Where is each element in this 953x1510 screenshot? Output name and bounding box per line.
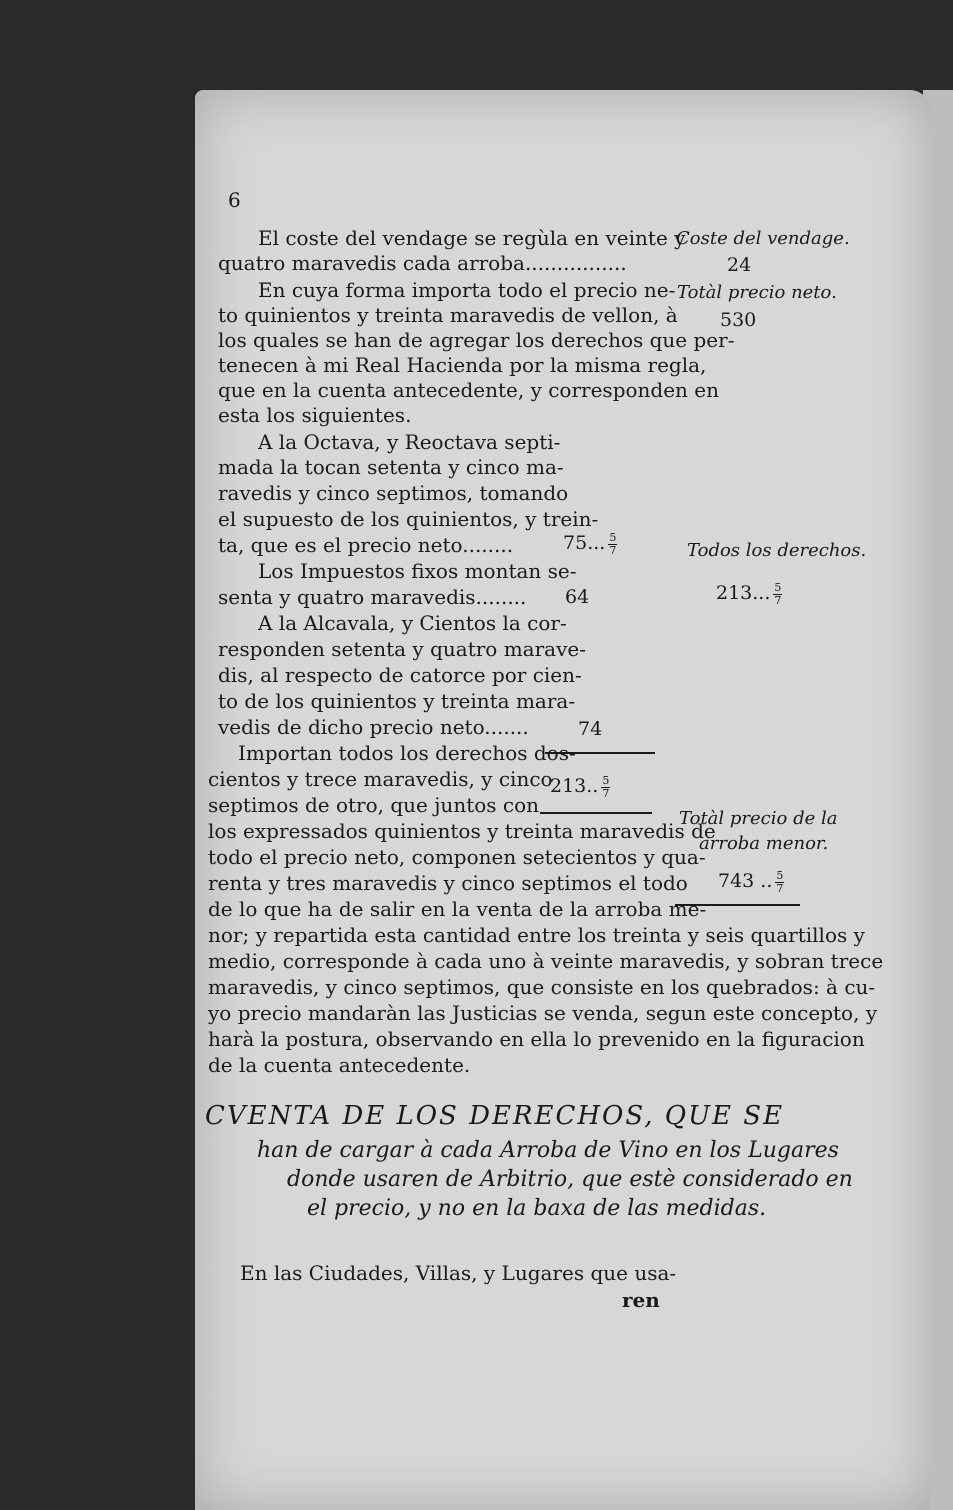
text-line: todo el precio neto, componen setecientos y qua- [208, 845, 706, 869]
amount-impuestos: 64 [565, 586, 590, 608]
margin-label-total-arroba-2: arroba menor. [699, 833, 829, 854]
text-line: los quales se han de agregar los derechos que per- [218, 328, 735, 352]
catchword: ren [622, 1288, 660, 1312]
margin-value-precio-neto: 530 [720, 309, 757, 331]
margin-value-todos: 213... $\frac{5}{7}$ [716, 581, 782, 607]
text-line: los expressados quinientos y treinta maravedis de [208, 819, 716, 843]
margin-label-todos: Todos los derechos. [687, 540, 867, 561]
text-line: tenecen à mi Real Hacienda por la misma regla, [218, 353, 707, 377]
text-line: quatro maravedis cada arroba................ [218, 251, 627, 275]
text-line: Importan todos los derechos dos- [238, 741, 576, 765]
text-line: renta y tres maravedis y cinco septimos el todo [208, 871, 688, 895]
text-line: A la Alcavala, y Cientos la cor- [258, 611, 567, 635]
text-line: to de los quinientos y treinta mara- [218, 689, 576, 713]
text-line: yo precio mandaràn las Justicias se venda, segun este concepto, y [208, 1001, 878, 1025]
text-line: El coste del vendage se regùla en veinte y [258, 226, 686, 250]
text-line: to quinientos y treinta maravedis de vellon, à [218, 303, 678, 327]
text-line: responden setenta y quatro marave- [218, 637, 586, 661]
fraction: $\frac{5}{7}$ [609, 531, 617, 557]
text-line: cientos y trece maravedis, y cinco [208, 767, 553, 791]
heading-line: el precio, y no en la baxa de las medidas. [307, 1196, 767, 1221]
margin-label-coste: Coste del vendage. [676, 228, 850, 249]
text-line: esta los siguientes. [218, 403, 412, 427]
text-line: septimos de otro, que juntos con [208, 793, 540, 817]
heading-line: donde usaren de Arbitrio, que estè considerado en [287, 1167, 853, 1192]
text-line: medio, corresponde à cada uno à veinte maravedis, y sobran trece [208, 949, 884, 973]
final-text-line: En las Ciudades, Villas, y Lugares que usa- [240, 1261, 677, 1285]
text-line: de la cuenta antecedente. [208, 1053, 471, 1077]
sum-rule [545, 752, 655, 754]
text-line: maravedis, y cinco septimos, que consiste en los quebrados: à cu- [208, 975, 876, 999]
text-line: A la Octava, y Reoctava septi- [258, 430, 561, 454]
amount-octava: 75... $\frac{5}{7}$ [563, 531, 617, 557]
text-line: ravedis y cinco septimos, tomando [218, 481, 569, 505]
heading-line: CVENTA DE LOS DERECHOS, QUE SE [205, 1101, 785, 1131]
sum-rule [675, 904, 800, 906]
text-line: ta, que es el precio neto........ [218, 533, 514, 557]
heading-line: han de cargar à cada Arroba de Vino en los Lugares [257, 1138, 839, 1163]
page-number: 6 [228, 188, 241, 212]
text-line: mada la tocan setenta y cinco ma- [218, 455, 564, 479]
margin-value-coste: 24 [727, 254, 752, 276]
amount-alcavala: 74 [578, 718, 603, 740]
margin-label-precio-neto: Totàl precio neto. [677, 282, 837, 303]
text-line: de lo que ha de salir en la venta de la arroba me- [208, 897, 707, 921]
text-line: senta y quatro maravedis........ [218, 585, 527, 609]
amount-total-derechos: 213.. $\frac{5}{7}$ [550, 774, 610, 800]
text-line: En cuya forma importa todo el precio ne- [258, 278, 676, 302]
fraction: $\frac{5}{7}$ [774, 581, 782, 607]
margin-value-total-arroba: 743 .. $\frac{5}{7}$ [718, 869, 784, 895]
fraction: $\frac{5}{7}$ [776, 869, 784, 895]
fraction: $\frac{5}{7}$ [602, 774, 610, 800]
text-line: el supuesto de los quinientos, y trein- [218, 507, 599, 531]
text-line: nor; y repartida esta cantidad entre los treinta y seis quartillos y [208, 923, 865, 947]
margin-label-total-arroba-1: Totàl precio de la [679, 808, 838, 829]
text-line: que en la cuenta antecedente, y corresponden en [218, 378, 720, 402]
sum-rule [540, 812, 652, 814]
text-line: Los Impuestos fixos montan se- [258, 559, 577, 583]
text-line: harà la postura, observando en ella lo prevenido en la figuracion [208, 1027, 865, 1051]
text-line: vedis de dicho precio neto....... [218, 715, 529, 739]
text-line: dis, al respecto de catorce por cien- [218, 663, 582, 687]
